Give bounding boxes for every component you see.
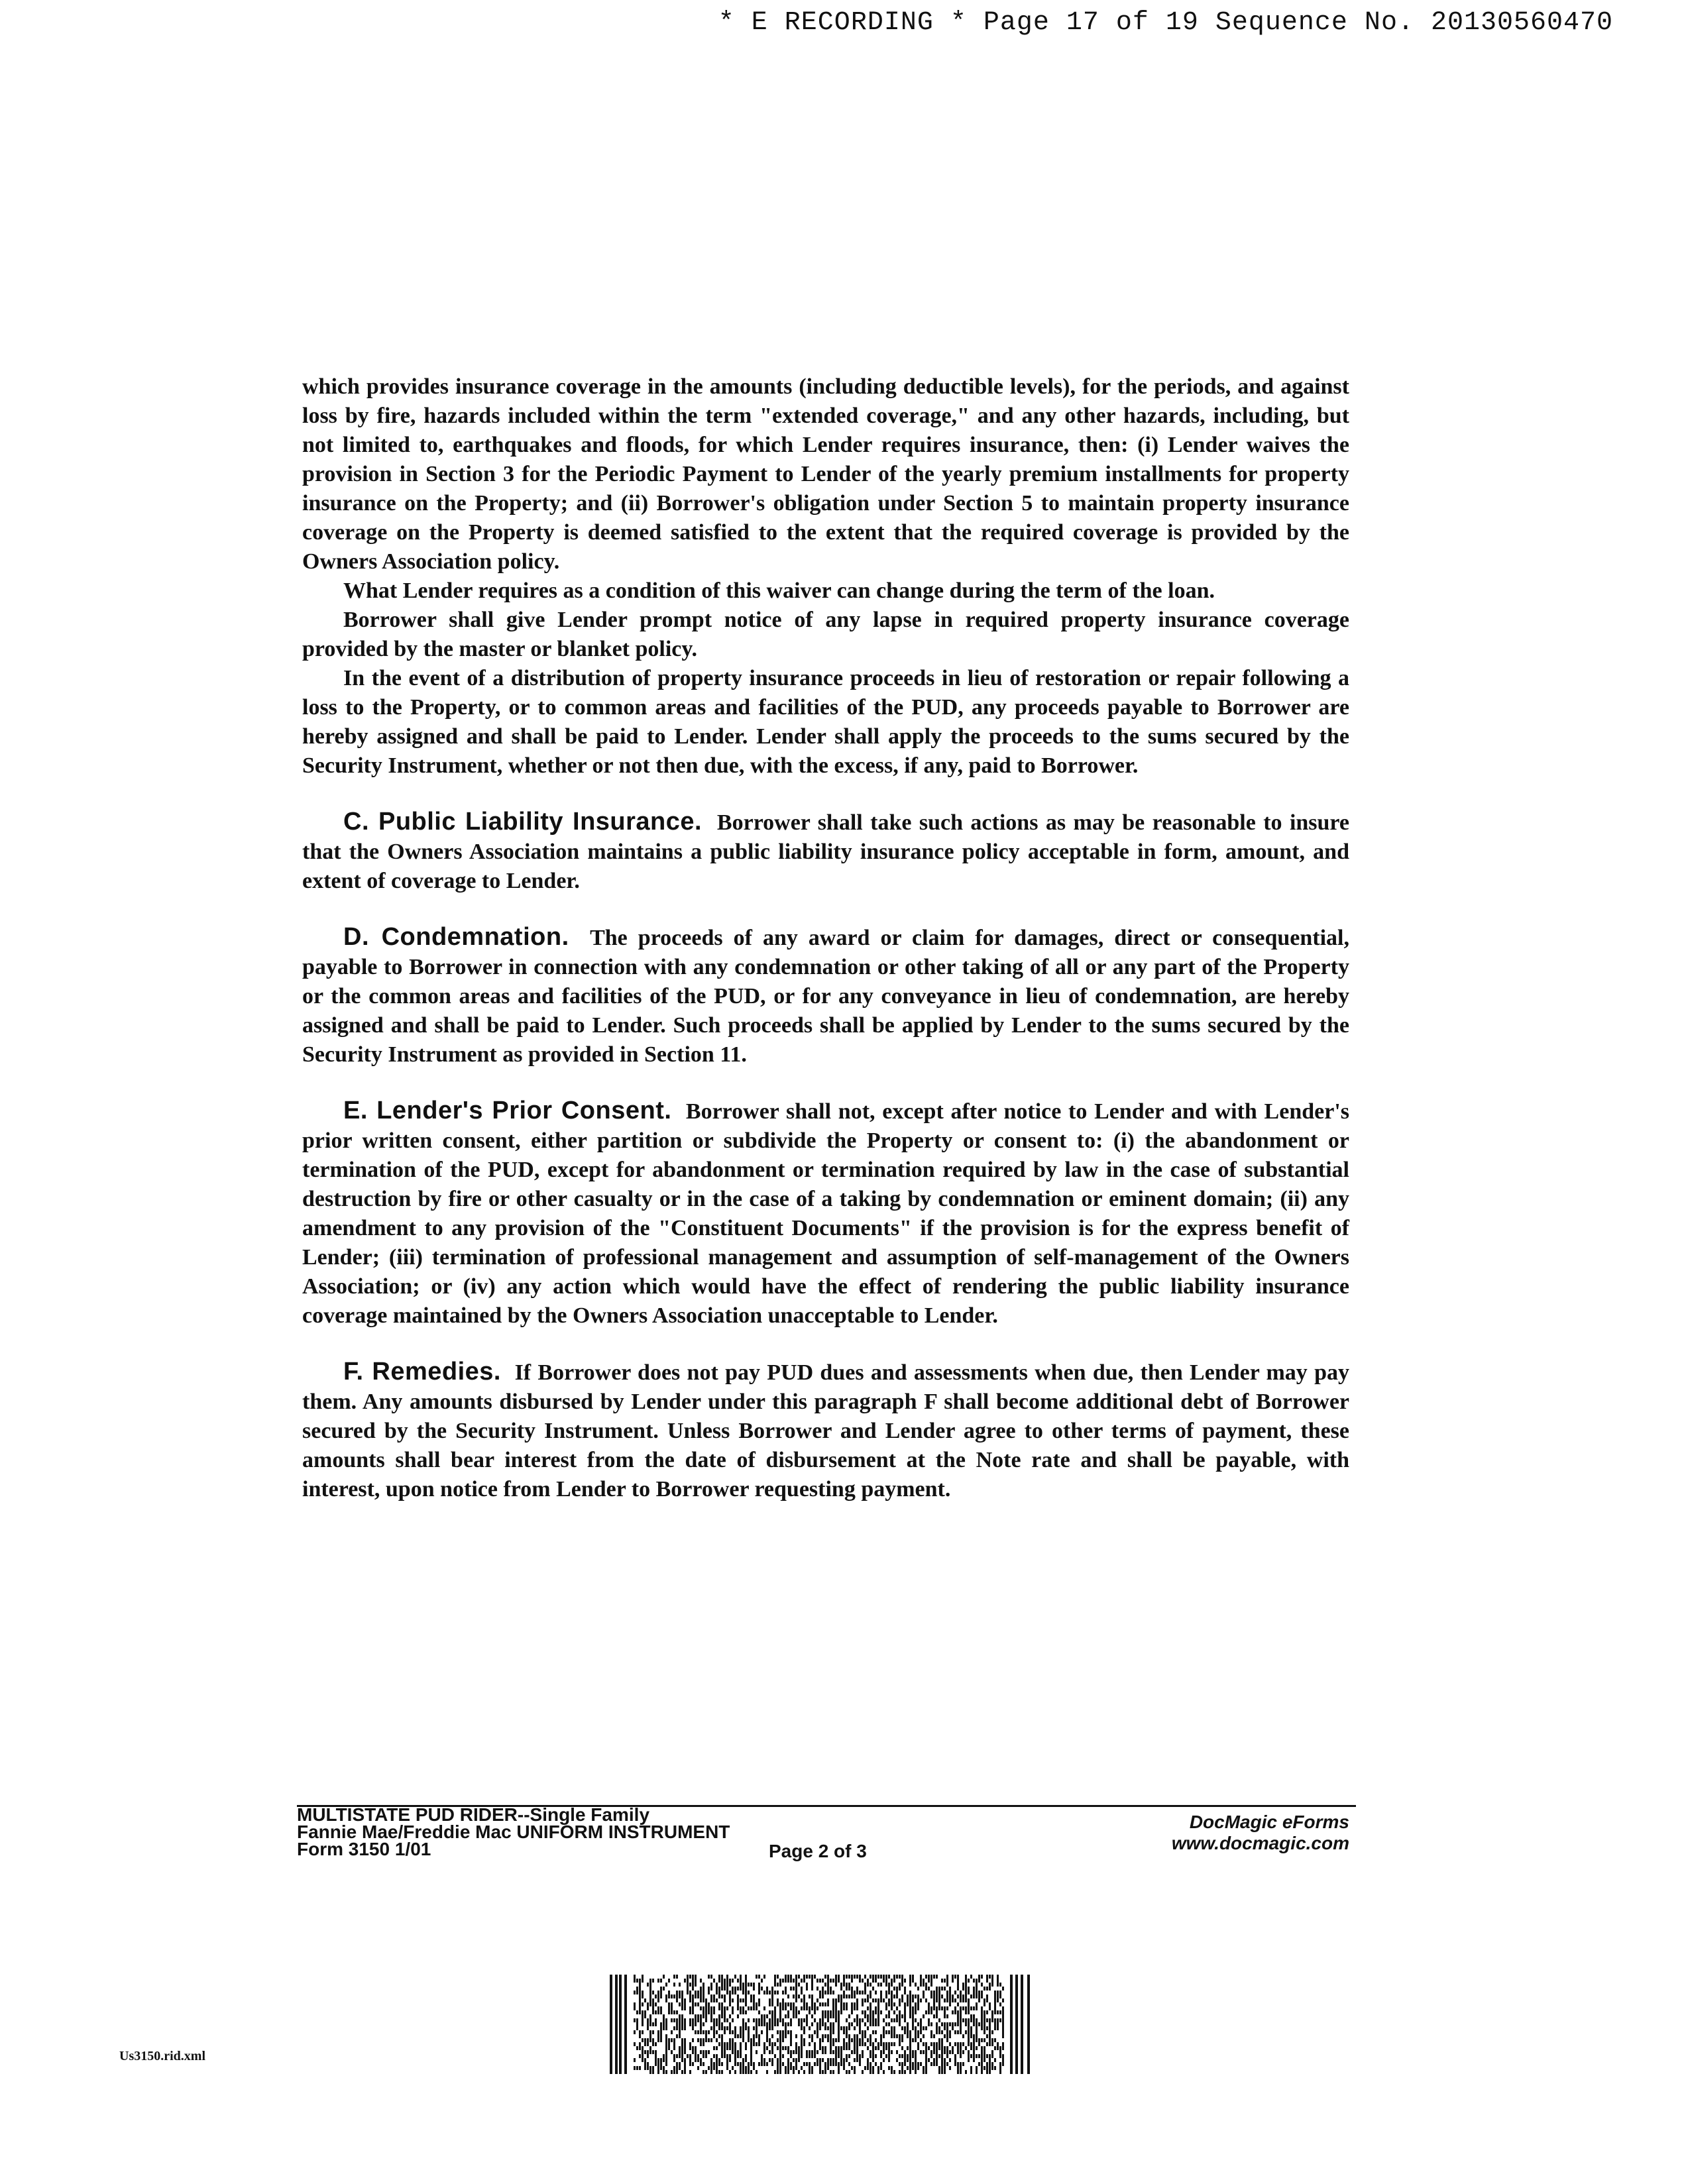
form-instrument: Fannie Mae/Freddie Mac UNIFORM INSTRUMENT xyxy=(297,1822,730,1842)
section-d xyxy=(302,922,1349,1069)
section-e-text: Borrower shall not, except after notice to Lender and with Lender's prior written consent, either partition or subdivide the Property or consent to: (i) the abandonment or termination of the PUD, except for abandonment or termination required by law in the case of substantial destruction by fire or other casualty or in the case of a taking by condemnation or eminent domain; (ii) any amendment to any provision of the "Constituent Documents" if the provision is for the express benefit of Lender; (iii) termination of professional management and assumption of self-management of the Owners Association; or (iv) any action which would have the effect of rendering the public liability insurance coverage maintained by the Owners Association unacceptable to Lender. xyxy=(302,1099,1350,1328)
notice-paragraph: Borrower shall give Lender prompt notice of any lapse in required property insurance coverage provided by the master or blanket policy. xyxy=(302,608,1349,661)
barcode-image xyxy=(610,1975,1034,2074)
section-f-text: If Borrower does not pay PUD dues and assessments when due, then Lender may pay them. Any amounts disbursed by Lender under this paragraph F shall become additional debt of Borrower secured by the Security Instrument. Unless Borrower and Lender agree to other terms of payment, these amounts shall bear interest from the date of disbursement at the Note rate and shall be payable, with interest, upon notice from Lender to Borrower requesting payment. xyxy=(302,1360,1349,1502)
section-d-text: The proceeds of any award or claim for damages, direct or consequential, payable to Borrower in connection with any condemnation or other taking of all or any part of the Property or the common areas and facilities of the PUD, or for any conveyance in lieu of condemnation, are hereby assigned and shall be paid to Lender. Such proceeds shall be applied by Lender to the sums secured by the Security Instrument as provided in Section 11. xyxy=(302,926,1349,1067)
recording-stamp: * E RECORDING * Page 17 of 19 Sequence No. 20130560470 xyxy=(718,8,1613,38)
section-f-heading: F. Remedies. xyxy=(343,1358,501,1386)
section-c-heading: C. Public Liability Insurance. xyxy=(343,808,702,836)
section-f xyxy=(302,1357,1349,1504)
form-title: MULTISTATE PUD RIDER--Single Family xyxy=(297,1804,650,1825)
form-identification xyxy=(297,1806,730,1858)
document-body xyxy=(302,372,1349,1504)
section-c xyxy=(302,807,1349,896)
file-tag: Us3150.rid.xml xyxy=(119,2049,205,2063)
continuation-paragraph: which provides insurance coverage in the amounts (including deductible levels), for the periods, and against loss by fire, hazards included within the term "extended coverage," and any other hazards, including, but not limited to, earthquakes and floods, for which Lender requires insurance, then: (i) Lender waives the provision in Section 3 for the Periodic Payment to Lender of the yearly premium installments for property insurance on the Property; and (ii) Borrower's obligation under Section 5 to maintain property insurance coverage on the Property is deemed satisfied to the extent that the required coverage is provided by the Owners Association policy. xyxy=(302,374,1349,574)
section-e xyxy=(302,1096,1349,1331)
brand-logo: DocMagic eForms xyxy=(1189,1812,1349,1832)
section-e-heading: E. Lender's Prior Consent. xyxy=(343,1097,672,1124)
publisher-brand xyxy=(1172,1812,1349,1854)
section-d-heading: D. Condemnation. xyxy=(343,923,569,951)
distribution-paragraph: In the event of a distribution of property insurance proceeds in lieu of restoration or repair following a loss to the Property, or to common areas and facilities of the PUD, any proceeds payable to Borrower are hereby assigned and shall be paid to Lender. Lender shall apply the proceeds to the sums secured by the Security Instrument, whether or not then due, with the excess, if any, paid to Borrower. xyxy=(302,666,1349,778)
brand-url: www.docmagic.com xyxy=(1171,1833,1349,1853)
form-number: Form 3150 1/01 xyxy=(297,1839,431,1859)
page-number: Page 2 of 3 xyxy=(769,1841,867,1861)
waiver-paragraph: What Lender requires as a condition of this waiver can change during the term of the loan. xyxy=(343,578,1215,603)
section-c-text: Borrower shall take such actions as may be reasonable to insure that the Owners Association maintains a public liability insurance policy acceptable in form, amount, and extent of coverage to Lender. xyxy=(302,810,1350,893)
